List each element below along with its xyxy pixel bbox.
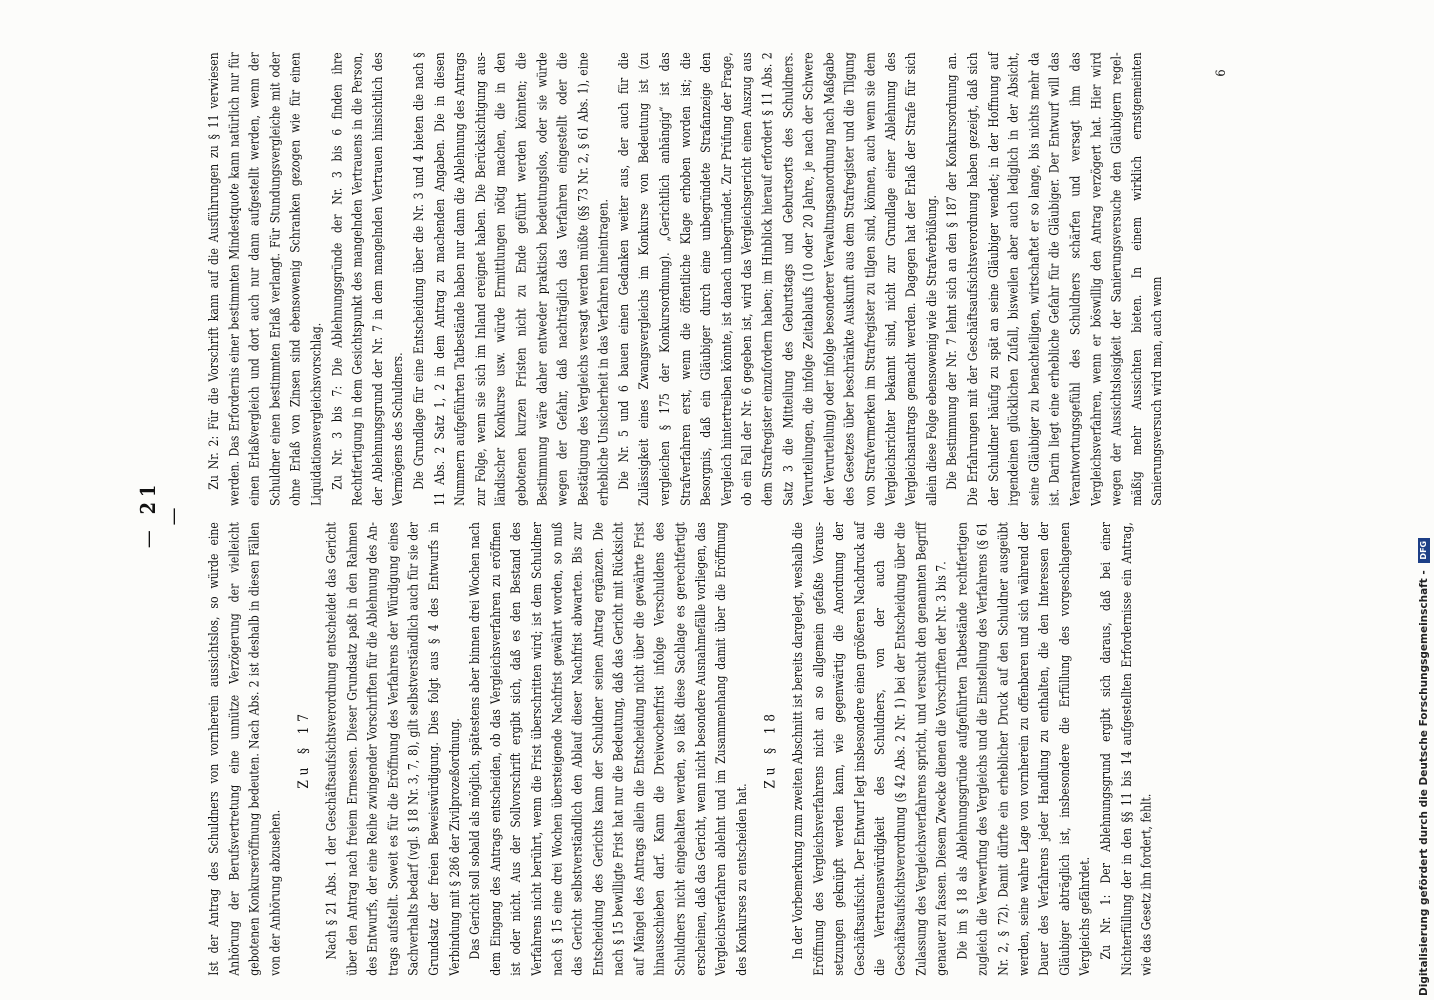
paragraph: In der Vorbemerkung zum zweiten Abschnitt ist bereits dargelegt, weshalb die Eröffnung des Vergleichsverfahrens nicht an so allgemein gefaßte Voraussetzungen geknüpft werden kann, wie gegenwärtig die Anordnung der Geschäftsaufsicht. Der Entwurf legt insbesondere einen größeren Nachdruck auf die Vertrauenswürdigkeit des Schuldners, von der auch die Geschäftsaufsichtsverordnung (§ 42 Abs. 2 Nr. 1) bei der Entscheidung über die Zulassung des Vergleichsverfahrens spricht, und versucht den genannten Begriff genauer zu fassen. Diesem Zwecke dienen die Vorschriften der Nr. 3 bis 7. — [791, 522, 950, 976]
left-column — [205, 522, 1159, 976]
paragraph: Nach § 21 Abs. 1 der Geschäftsaufsichtsverordnung entscheidet das Gericht über den Antrag nach freiem Ermessen. Dieser Grundsatz paßt in den Rahmen des Entwurfs, der eine Reihe zwingender Vorschriften für die Ablehnung des Antrags aufstellt. Soweit es für die Eröffnung des Verfahrens der Würdigung eines Sachverhalts bedarf (vgl. § 18 Nr. 3, 7, 8), gilt selbstverständlich auch für sie der Grundsatz der freien Beweiswürdigung. Dies folgt aus § 4 des Entwurfs in Verbindung mit § 286 der Zivilprozeßordnung. — [325, 522, 463, 976]
paragraph: Ist der Antrag des Schuldners von vornherein aussichtslos, so würde eine Anhörung der Berufsvertretung eine unnütze Verzögerung der vielleicht gebotenen Konkurseröffnung bedeuten. Nach Abs. 2 ist deshalb in diesen Fällen von der Anhörung abzusehen. — [207, 522, 284, 976]
digitization-credit-strip — [1413, 4, 1434, 996]
header-dash-right: — — [161, 502, 186, 526]
paragraph: Zu Nr. 2: Für die Vorschrift kann auf die Ausführungen zu § 11 verwiesen werden. Das Erfordernis einer bestimmten Mindestquote kann natürlich nur für einen Erlaßvergleich und dort auch nur dann aufgestellt werden, wenn der Schuldner einen bestimmten Erlaß verlangt. Für Stundungsvergleiche mit oder ohne Erlaß von Zinsen sind ebensowenig Schranken gezogen wie für einen Liquidationsvergleichsvorschlag. — [207, 52, 325, 506]
paragraph: Die im § 18 als Ablehnungsgründe aufgeführten Tatbestände rechtfertigen zugleich die Verwerfung des Vergleichs und die Einstellung des Verfahrens (§ 61 Nr. 2, § 72). Damit dürfte ein erheblicher Druck auf den Schuldner ausgeübt werden, seine wahre Lage von vornherein zu offenbaren und sich während der Dauer des Verfahrens jeder Handlung zu enthalten, die den Interessen der Gläubiger abträglich ist, insbesondere die Erfüllung des vorgeschlagenen Vergleichs gefährdet. — [955, 522, 1094, 976]
paragraph: Zu Nr. 1: Der Ablehnungsgrund ergibt sich daraus, daß bei einer Nichterfüllung der in den §§ 11 bis 14 aufgestellten Erfordernisse ein Antrag, wie das Gesetz ihn fordert, fehlt. — [1099, 522, 1155, 976]
paragraph: Die Grundlage für eine Entscheidung über die Nr. 3 und 4 bieten die nach § 11 Abs. 2 Satz 1, 2 in dem Antrag zu machenden Angaben. Die in diesen Nummern aufgeführten Tatbestände haben nur dann die Ablehnung des Antrags zur Folge, wenn sie sich im Inland ereignet haben. Die Berücksichtigung ausländischer Konkurse usw. würde Ermittlungen nötig machen, die in den gebotenen kurzen Fristen nicht zu Ende geführt werden könnten; die Bestimmung wäre daher entweder praktisch bedeutungslos, oder sie würde wegen der Gefahr, daß nachträglich das Verfahren eingestellt oder die Bestätigung des Vergleichs versagt werden müßte (§§ 73 Nr. 2, § 61 Abs. 1), eine erhebliche Unsicherheit in das Verfahren hineintragen. — [412, 52, 612, 506]
paragraph: Das Gericht soll sobald als möglich, spätestens aber binnen drei Wochen nach dem Eingang des Antrags entscheiden, ob das Vergleichsverfahren zu eröffnen ist oder nicht. Aus der Sollvorschrift ergibt sich, daß es den Bestand des Verfahrens nicht berührt, wenn die Frist überschritten wird; ist dem Schuldner nach § 15 eine drei Wochen übersteigende Nachfrist gewährt worden, so muß das Gericht selbstverständlich den Ablauf dieser Nachfrist abwarten. Bis zur Entscheidung des Gerichts kann der Schuldner seinen Antrag ergänzen. Die nach § 15 bewilligte Frist hat nur die Bedeutung, daß das Gericht mit Rücksicht auf Mängel des Antrags allein die Entscheidung nicht über die gewährte Frist hinausschieben darf. Kann die Dreiwochenfrist infolge Verschuldens des Schuldners nicht eingehalten werden, so läßt diese Sachlage es gerechtfertigt erscheinen, daß das Gericht, wenn nicht besondere Ausnahmefälle vorliegen, das Vergleichsverfahren ablehnt und im Zusammenhang damit über die Eröffnung des Konkurses zu entscheiden hat. — [468, 522, 750, 976]
dfg-logo: DFG — [1418, 538, 1430, 563]
credit-text: Digitalisierung gefördert durch die Deutsche Forschungsgemeinschaft - — [1418, 570, 1430, 996]
paragraph: Die Bestimmung der Nr. 7 lehnt sich an den § 187 der Konkursordnung an. Die Erfahrungen mit der Geschäftsaufsichtsverordnung haben gezeigt, daß sich der Schuldner häufig zu spät an seine Gläubiger wendet; in der Hoffnung auf irgendeinen glücklichen Zufall, bisweilen aber auch lediglich in der Absicht, seine Gläubiger zu benachteiligen, wirtschaftet er so lange, bis nichts mehr da ist. Darin liegt eine erhebliche Gefahr für die Gläubiger. Der Entwurf will das Verantwortungsgefühl des Schuldners schärfen und versagt ihm das Vergleichsverfahren, wenn er böswillig den Antrag verzögert hat. Hier wird wegen der Aussichtslosigkeit der Sanierungsversuche den Gläubigern regelmäßig mehr Aussichten bieten. In einem wirklich ernstgemeinten Sanierungsversuch wird man, auch wenn — [945, 52, 1166, 506]
page-number-header — [136, 465, 185, 562]
signature-mark: 6 — [1213, 69, 1229, 77]
page-number: 21 — [136, 479, 161, 515]
right-column — [205, 52, 1169, 506]
paragraph: Zu Nr. 3 bis 7: Die Ablehnungsgründe der Nr. 3 bis 6 finden ihre Rechtfertigung in dem Gesichtspunkt des mangelnden Vertrauens in die Person, der Ablehnungsgrund der Nr. 7 in dem mangelnden Vertrauen hinsichtlich des Vermögens des Schuldners. — [330, 52, 407, 506]
rotated-book-page — [100, 28, 1240, 1000]
section-heading: Zu § 17 — [295, 709, 313, 789]
header-dash-left: — — [137, 525, 161, 549]
section-heading: Zu § 18 — [761, 709, 779, 789]
paragraph: Die Nr. 5 und 6 bauen einen Gedanken weiter aus, der auch für die Zulässigkeit eines Zwangsvergleichs im Konkurse von Bedeutung ist (zu vergleichen § 175 der Konkursordnung). „Gerichtlich anhängig“ ist das Strafverfahren erst, wenn die öffentliche Klage erhoben worden ist; die Besorgnis, daß ein Gläubiger durch eine unbegründete Strafanzeige den Vergleich hintertreiben könnte, ist danach unbegründet. Zur Prüfung der Frage, ob ein Fall der Nr. 6 gegeben ist, wird das Vergleichsgericht einen Auszug aus dem Strafregister einzufordern haben; im Hinblick hierauf erfordert § 11 Abs. 2 Satz 3 die Mitteilung des Geburtstags und Geburtsorts des Schuldners. Verurteilungen, die infolge Zeitablaufs (10 oder 20 Jahre, je nach der Schwere der Verurteilung) oder infolge besonderer Verwaltungsanordnung nach Maßgabe des Gesetzes über beschränkte Auskunft aus dem Strafregister und die Tilgung von Strafvermerken im Strafregister zu tilgen sind, können, auch wenn sie dem Vergleichsrichter bekannt sind, nicht zur Grundlage einer Ablehnung des Vergleichsantrags gemacht werden. Dagegen hat der Erlaß der Strafe für sich allein diese Folge ebensowenig wie die Strafverbüßung. — [617, 52, 940, 506]
